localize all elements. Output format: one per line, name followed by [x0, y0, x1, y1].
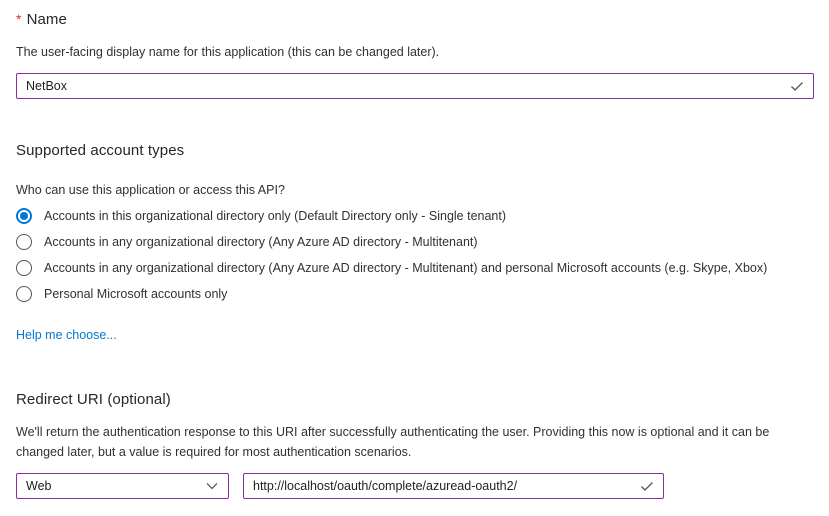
- radio-option-multitenant-personal[interactable]: [16, 259, 767, 277]
- radio-unselected-icon[interactable]: [16, 286, 32, 302]
- radio-unselected-icon[interactable]: [16, 234, 32, 250]
- account-types-question: Who can use this application or access this API?: [16, 183, 285, 197]
- name-description: The user-facing display name for this application (this can be changed later).: [16, 45, 440, 59]
- radio-selected-icon[interactable]: [16, 208, 32, 224]
- radio-option-label: Personal Microsoft accounts only: [44, 287, 228, 301]
- required-asterisk: *: [16, 11, 22, 27]
- help-me-choose-link[interactable]: Help me choose...: [16, 328, 117, 342]
- radio-unselected-icon[interactable]: [16, 260, 32, 276]
- platform-dropdown[interactable]: [16, 473, 229, 499]
- radio-option-label: Accounts in any organizational directory (Any Azure AD directory - Multitenant): [44, 235, 478, 249]
- radio-option-label: Accounts in this organizational directory only (Default Directory only - Single tenant): [44, 209, 507, 223]
- redirect-uri-input-wrap: [243, 473, 664, 499]
- name-section-title: [16, 11, 67, 28]
- radio-option-single-tenant[interactable]: [16, 207, 506, 225]
- redirect-uri-description: We'll return the authentication response to this URI after successfully authenticating the user. Providing this now is optional and it can be changed later, but a value is required for most authentication scenarios.: [16, 425, 770, 459]
- redirect-uri-input[interactable]: [243, 473, 664, 499]
- radio-option-personal-only[interactable]: [16, 285, 227, 303]
- redirect-uri-section-title: Redirect URI (optional): [16, 391, 171, 408]
- name-section-title-text: Name: [26, 11, 67, 28]
- platform-dropdown-value: Web: [26, 479, 52, 493]
- name-input-wrap: [16, 73, 814, 99]
- chevron-down-icon: [205, 479, 219, 493]
- account-types-section-title: Supported account types: [16, 142, 185, 159]
- name-input[interactable]: [16, 73, 814, 99]
- radio-option-label: Accounts in any organizational directory (Any Azure AD directory - Multitenant) and personal Microsoft accounts (e.g. Skype, Xbox): [44, 261, 768, 275]
- radio-option-multitenant[interactable]: [16, 233, 478, 251]
